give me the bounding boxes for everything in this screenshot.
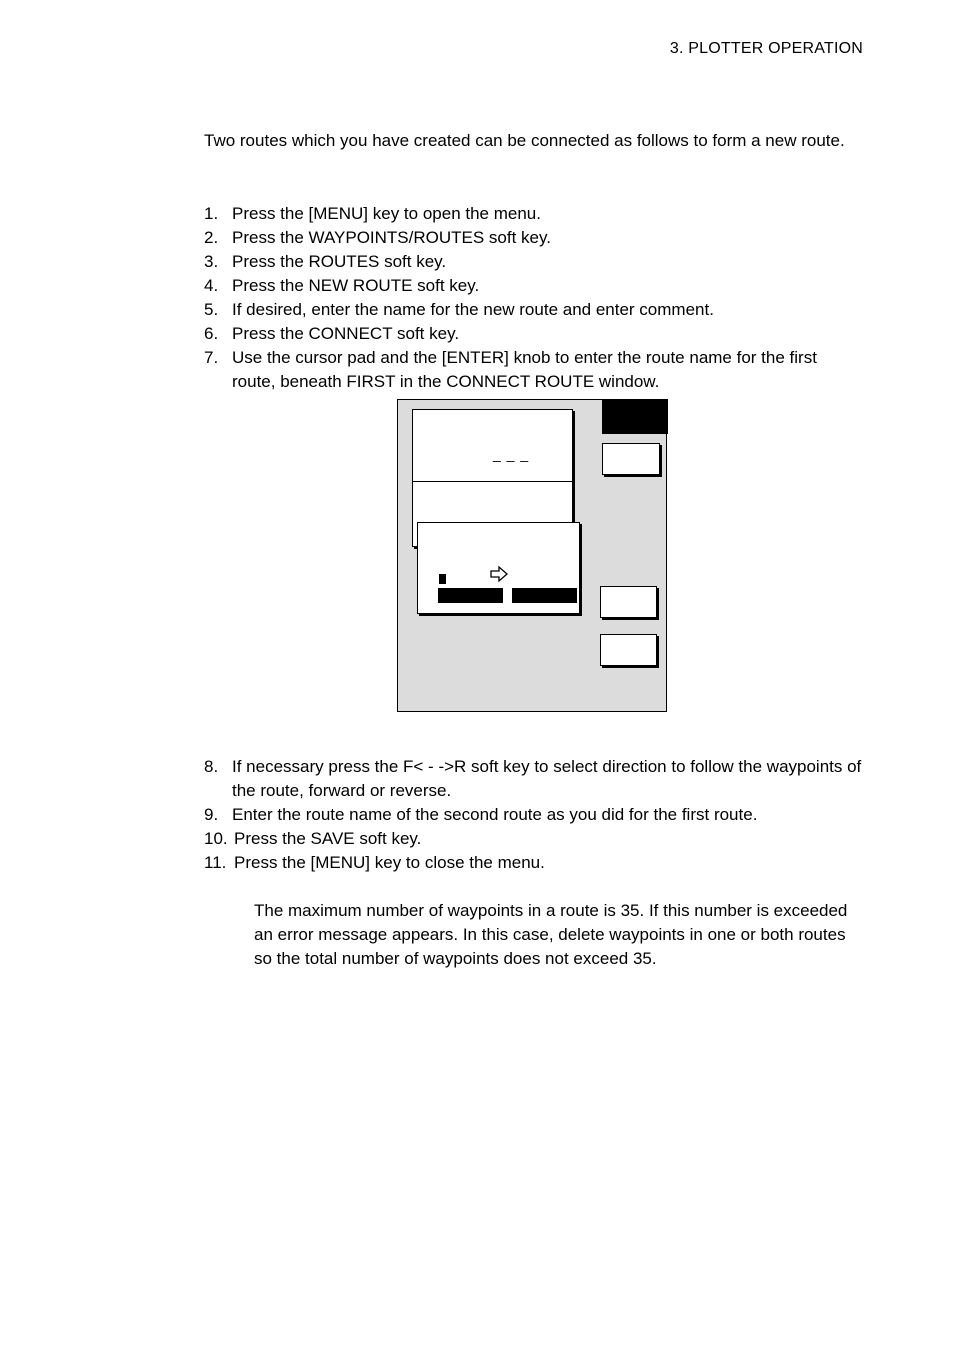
first-route-field	[438, 588, 503, 603]
second-route-field	[512, 588, 577, 603]
step-item: 1. Press the [MENU] key to open the menu.	[204, 204, 541, 223]
steps-list-b	[204, 755, 864, 875]
hollow-right-arrow-icon	[489, 565, 509, 583]
route-name-placeholder: _ _ _	[493, 446, 530, 462]
step-item: 10. Press the SAVE soft key.	[204, 829, 422, 848]
text-cursor	[439, 574, 446, 584]
step-item: 4. Press the NEW ROUTE soft key.	[204, 276, 480, 295]
step-item: 2. Press the WAYPOINTS/ROUTES soft key.	[204, 228, 551, 247]
note-paragraph: The maximum number of waypoints in a route is 35. If this number is exceeded an error message appears. In this case, delete waypoints in one or both routes so the total number of waypoints does not exceed 35.	[254, 901, 848, 968]
softkey-middle	[600, 586, 657, 618]
steps-list-a	[204, 202, 864, 394]
softkey-bottom	[600, 634, 657, 666]
step-item: 7. Use the cursor pad and the [ENTER] knob to enter the route name for the first route, beneath FIRST in the CONNECT ROUTE window.	[204, 348, 817, 391]
softkey-top	[602, 443, 660, 475]
step-item: 9. Enter the route name of the second route as you did for the first route.	[204, 805, 758, 824]
step-item: 5. If desired, enter the name for the new route and enter comment.	[204, 300, 714, 319]
step-item: 8. If necessary press the F< - ->R soft key to select direction to follow the waypoints of the route, forward or reverse.	[204, 757, 862, 800]
step-item: 3. Press the ROUTES soft key.	[204, 252, 447, 271]
section-header: 3. PLOTTER OPERATION	[669, 40, 863, 57]
step-item: 11. Press the [MENU] key to close the menu.	[204, 853, 545, 872]
step-item: 6. Press the CONNECT soft key.	[204, 324, 460, 343]
intro-paragraph: Two routes which you have created can be connected as follows to form a new route.	[204, 131, 845, 150]
softkey-header-block	[602, 399, 668, 434]
window-divider	[413, 481, 572, 482]
